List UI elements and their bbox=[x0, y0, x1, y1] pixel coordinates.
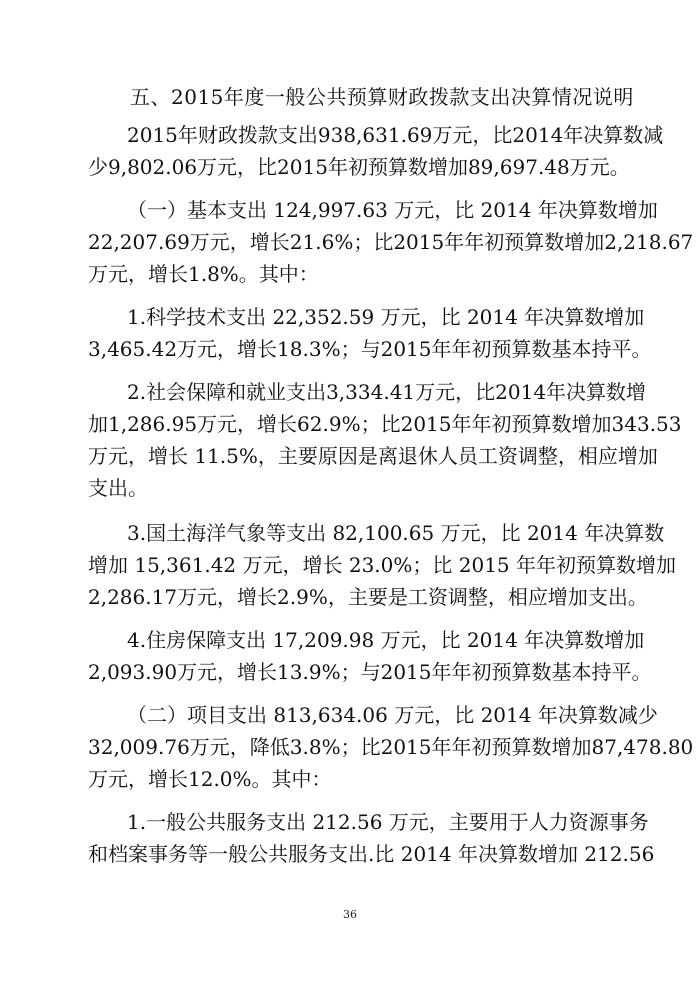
paragraph-line: 加1,286.95万元，增长62.9%；比2015年年初预算数增加343.53 bbox=[88, 412, 682, 436]
page-number: 36 bbox=[343, 908, 357, 921]
paragraph-line: 3.国土海洋气象等支出 82,100.65 万元，比 2014 年决算数 bbox=[127, 521, 665, 545]
section-title: 五、2015年度一般公共预算财政拨款支出决算情况说明 bbox=[130, 85, 634, 109]
paragraph-line: 和档案事务等一般公共服务支出.比 2014 年决算数增加 212.56 bbox=[88, 842, 655, 866]
paragraph-line: 万元，增长12.0%。其中： bbox=[88, 767, 332, 791]
paragraph-line: 增加 15,361.42 万元，增长 23.0%；比 2015 年年初预算数增加 bbox=[88, 553, 677, 577]
paragraph-line: 支出。 bbox=[88, 476, 148, 500]
paragraph-line: 3,465.42万元，增长18.3%；与2015年年初预算数基本持平。 bbox=[88, 337, 652, 361]
paragraph-line: 2.社会保障和就业支出3,334.41万元，比2014年决算数增 bbox=[127, 380, 647, 404]
paragraph-line: 1.一般公共服务支出 212.56 万元，主要用于人力资源事务 bbox=[127, 810, 649, 834]
paragraph-line: 少9,802.06万元，比2015年初预算数增加89,697.48万元。 bbox=[88, 155, 630, 179]
paragraph-line: 4.住房保障支出 17,209.98 万元，比 2014 年决算数增加 bbox=[127, 628, 645, 652]
paragraph-line: 2,093.90万元，增长13.9%；与2015年年初预算数基本持平。 bbox=[88, 660, 652, 684]
paragraph-line: 2015年财政拨款支出938,631.69万元，比2014年决算数减 bbox=[127, 123, 664, 147]
paragraph-line: 万元，增长1.8%。其中： bbox=[88, 262, 319, 286]
paragraph-line: （一）基本支出 124,997.63 万元，比 2014 年决算数增加 bbox=[127, 198, 658, 222]
paragraph-line: 32,009.76万元，降低3.8%；比2015年年初预算数增加87,478.80 bbox=[88, 735, 694, 759]
paragraph-line: 万元，增长 11.5%，主要原因是离退休人员工资调整，相应增加 bbox=[88, 444, 658, 468]
paragraph-line: 1.科学技术支出 22,352.59 万元，比 2014 年决算数增加 bbox=[127, 305, 645, 329]
paragraph-line: 22,207.69万元，增长21.6%；比2015年年初预算数增加2,218.67 bbox=[88, 230, 694, 254]
paragraph-line: 2,286.17万元，增长2.9%，主要是工资调整，相应增加支出。 bbox=[88, 585, 648, 609]
paragraph-line: （二）项目支出 813,634.06 万元，比 2014 年决算数减少 bbox=[127, 703, 658, 727]
